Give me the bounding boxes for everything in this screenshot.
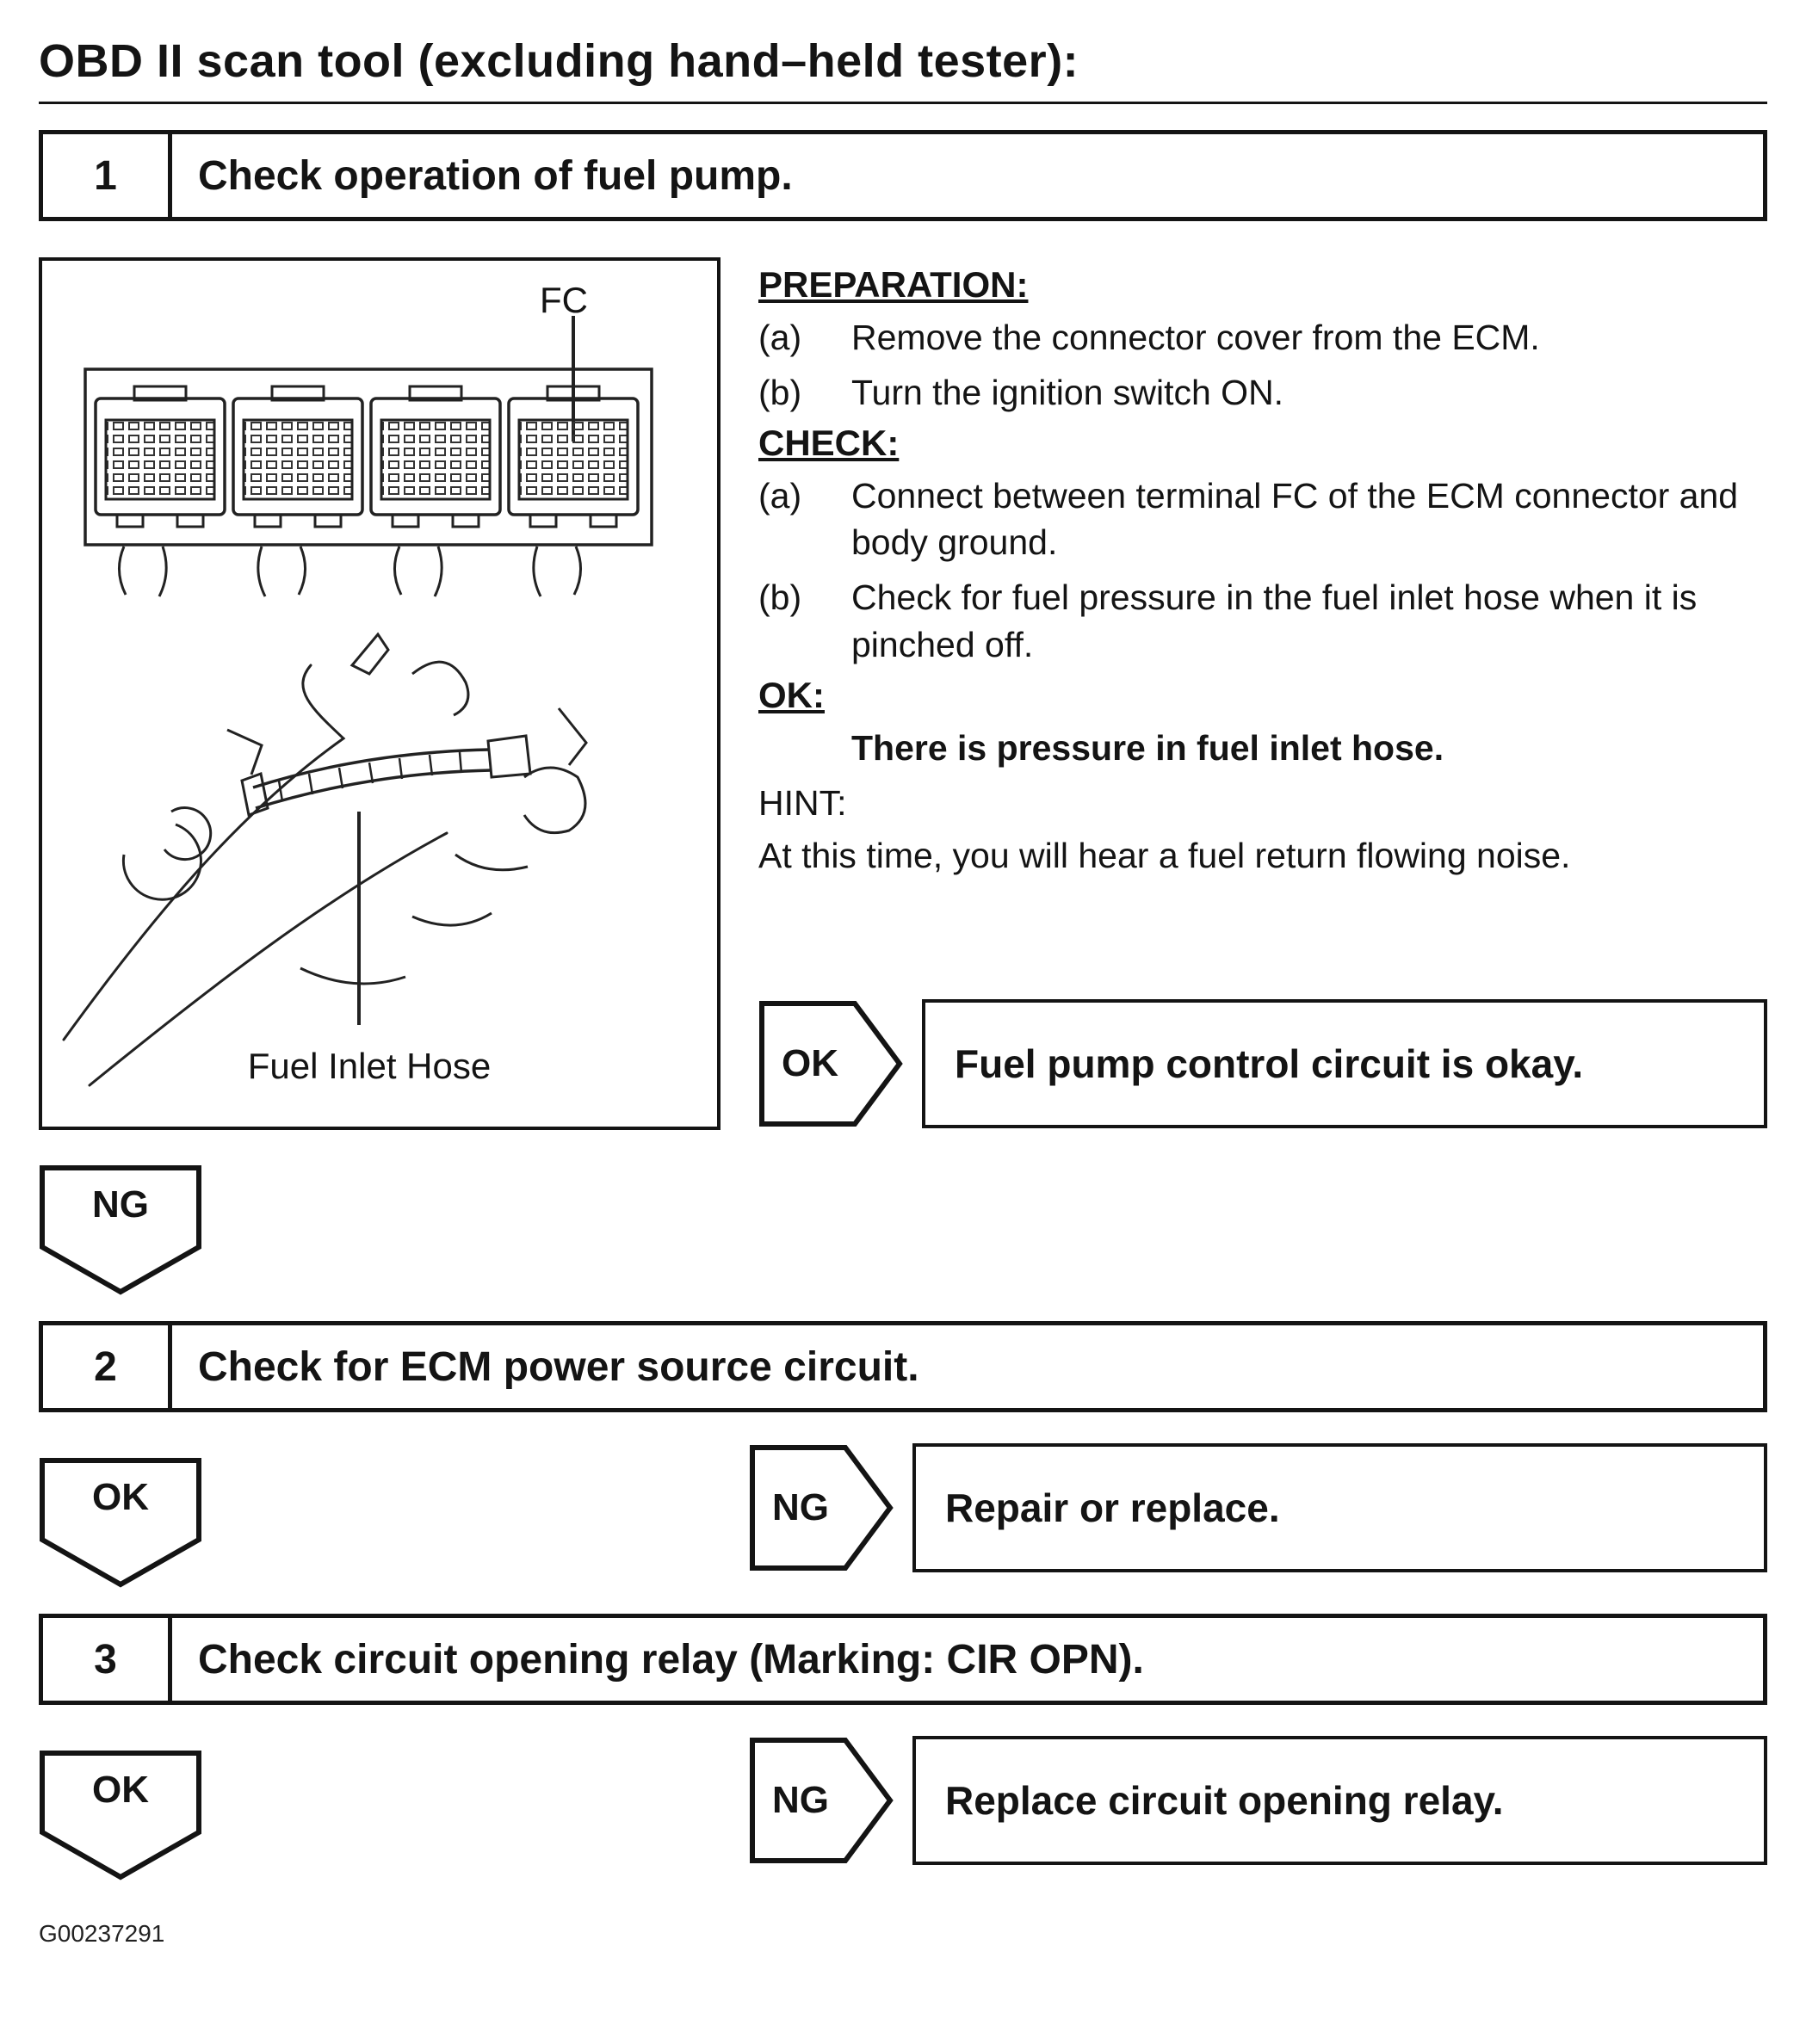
step-2-branches	[39, 1443, 1767, 1588]
hint-text: At this time, you will hear a fuel return flowing noise.	[758, 835, 1571, 875]
step-2-number: 2	[43, 1325, 172, 1408]
step-1-ok-result: Fuel pump control circuit is okay.	[922, 999, 1767, 1128]
step-2-ok-down-arrow	[39, 1457, 202, 1588]
check-item-a	[758, 472, 1767, 565]
preparation-heading: PREPARATION:	[758, 264, 1029, 305]
item-marker	[758, 725, 851, 771]
item-text: Connect between terminal FC of the ECM connector and body ground.	[851, 476, 1739, 563]
step-1-label: Check operation of fuel pump.	[198, 152, 793, 199]
figure-code: G00237291	[39, 1920, 165, 1947]
step-3-number: 3	[43, 1618, 172, 1701]
item-marker: (a)	[758, 476, 802, 516]
step-3-ng-branch	[749, 1736, 1767, 1865]
step-box-1	[39, 130, 1767, 221]
ng-right-arrow	[749, 1737, 895, 1864]
step-2-label: Check for ECM power source circuit.	[198, 1343, 919, 1390]
step-3-ok-down-arrow	[39, 1750, 202, 1880]
preparation-item-b	[758, 369, 1767, 416]
step-1-ng-down-arrow	[39, 1164, 202, 1295]
check-heading: CHECK:	[758, 423, 900, 464]
ok-arrow-label: OK	[782, 1042, 838, 1084]
step-1-ok-branch	[758, 999, 1767, 1128]
ng-arrow-label: NG	[772, 1779, 829, 1821]
ng-label: NG	[92, 1183, 149, 1226]
ng-arrow-label: NG	[772, 1486, 829, 1528]
title-rule	[39, 102, 1767, 104]
item-text: Turn the ignition switch ON.	[851, 373, 1284, 413]
hint-heading: HINT:	[758, 782, 847, 823]
item-marker: (b)	[758, 577, 802, 618]
item-marker: (a)	[758, 318, 802, 357]
page-title: OBD II scan tool (excluding hand–held tester):	[39, 35, 1079, 87]
fuel-inlet-hose-caption: Fuel Inlet Hose	[247, 1046, 492, 1086]
ok-label: OK	[92, 1769, 149, 1811]
step-box-2	[39, 1321, 1767, 1412]
ok-label: OK	[92, 1476, 149, 1518]
step-3-label: Check circuit opening relay (Marking: CIR OPN).	[198, 1636, 1144, 1683]
step-3-branches	[39, 1736, 1767, 1880]
fc-terminal-label: FC	[540, 280, 588, 320]
ecm-connector-illustration	[42, 261, 717, 1127]
step-1-number: 1	[43, 134, 172, 217]
step-2-ng-branch	[749, 1443, 1767, 1572]
check-item-b	[758, 574, 1767, 667]
ok-right-arrow	[758, 1000, 905, 1127]
item-marker: (b)	[758, 373, 802, 413]
ng-right-arrow	[749, 1444, 895, 1572]
step-1-instructions	[758, 257, 1767, 1130]
ok-condition	[758, 725, 1767, 771]
ok-heading: OK:	[758, 674, 825, 715]
step-2-ng-result: Repair or replace.	[912, 1443, 1767, 1572]
step-1-content	[39, 257, 1767, 1130]
item-text: Remove the connector cover from the ECM.	[851, 318, 1540, 357]
step-3-ng-result: Replace circuit opening relay.	[912, 1736, 1767, 1865]
ecm-connector-figure	[39, 257, 721, 1130]
step-box-3	[39, 1614, 1767, 1705]
item-text: Check for fuel pressure in the fuel inlet hose when it is pinched off.	[851, 577, 1698, 664]
item-text: There is pressure in fuel inlet hose.	[851, 727, 1444, 768]
preparation-item-a	[758, 314, 1767, 361]
